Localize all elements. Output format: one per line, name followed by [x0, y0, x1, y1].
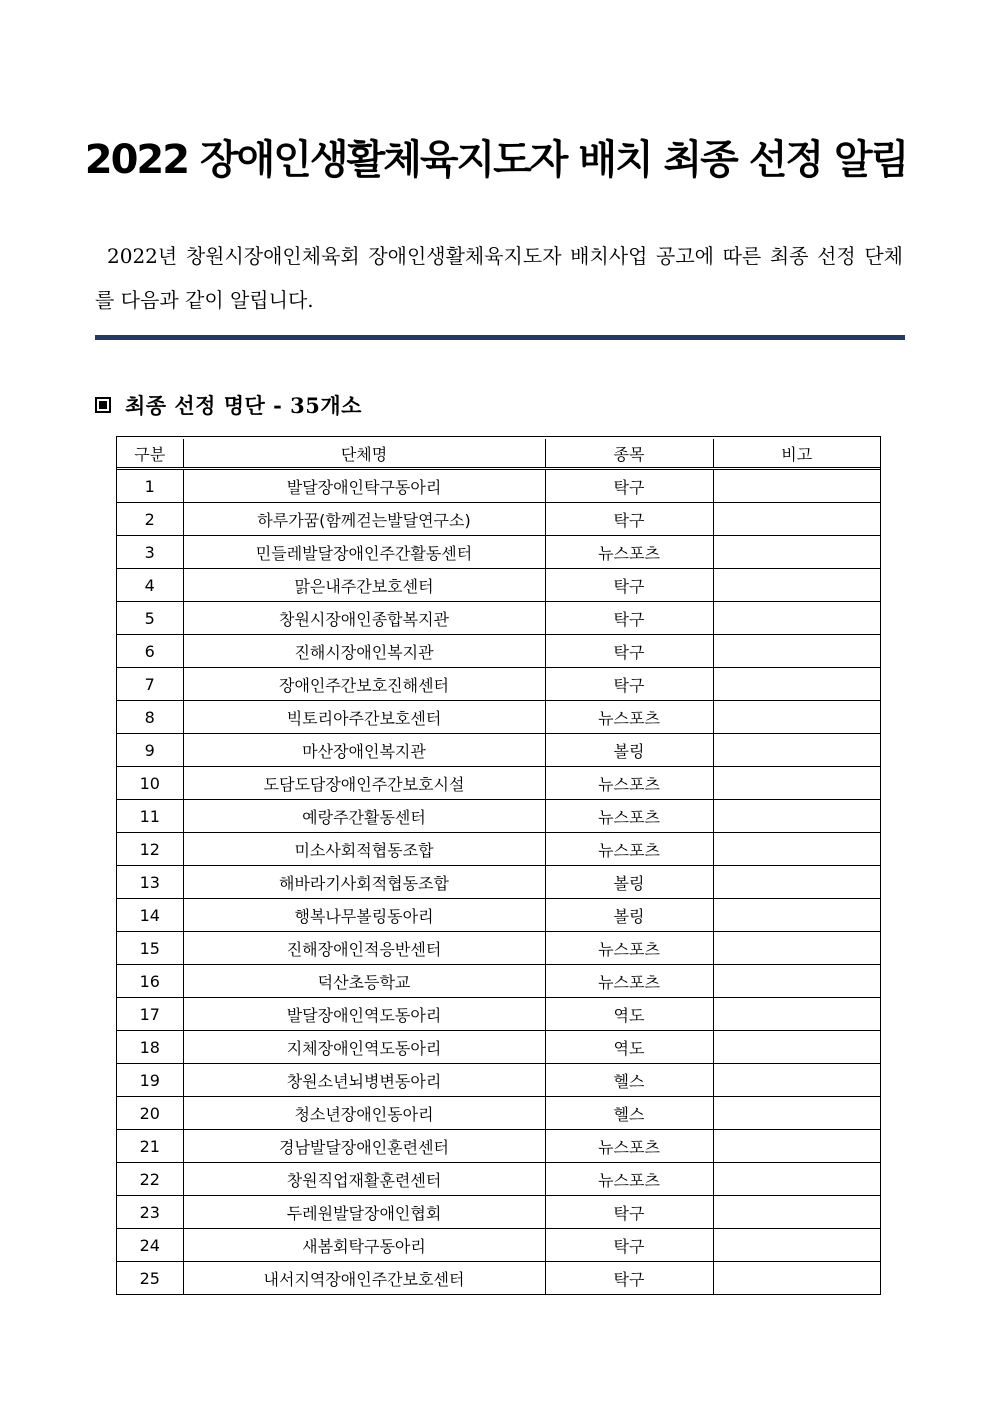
cell-org: 하루가꿈(함께걷는발달연구소) [183, 503, 545, 536]
section-divider [95, 335, 905, 340]
cell-note [713, 635, 880, 668]
cell-org: 진해장애인적응반센터 [183, 932, 545, 965]
table-row [117, 833, 880, 866]
cell-sport: 헬스 [545, 1064, 713, 1097]
cell-note [713, 569, 880, 602]
table-row [117, 1064, 880, 1097]
cell-org: 민들레발달장애인주간활동센터 [183, 536, 545, 569]
cell-num: 19 [117, 1064, 183, 1097]
table-row [117, 899, 880, 932]
table-row [117, 1031, 880, 1064]
cell-num: 11 [117, 800, 183, 833]
table-row [117, 1196, 880, 1229]
cell-note [713, 1130, 880, 1163]
cell-note [713, 503, 880, 536]
cell-org: 청소년장애인동아리 [183, 1097, 545, 1130]
cell-sport: 탁구 [545, 1262, 713, 1295]
cell-num: 7 [117, 668, 183, 701]
page-title: 2022 장애인생활체육지도자 배치 최종 선정 알림 [84, 137, 908, 183]
cell-note [713, 1031, 880, 1064]
cell-org: 발달장애인역도동아리 [183, 998, 545, 1031]
cell-num: 12 [117, 833, 183, 866]
cell-note [713, 800, 880, 833]
cell-org: 도담도담장애인주간보호시설 [183, 767, 545, 800]
section-heading-text: 최종 선정 명단 - 35개소 [125, 393, 362, 418]
cell-org: 맑은내주간보호센터 [183, 569, 545, 602]
cell-note [713, 1196, 880, 1229]
cell-sport: 뉴스포츠 [545, 536, 713, 569]
cell-sport: 뉴스포츠 [545, 1130, 713, 1163]
cell-note [713, 1097, 880, 1130]
cell-num: 8 [117, 701, 183, 734]
cell-org: 두레원발달장애인협회 [183, 1196, 545, 1229]
cell-org: 장애인주간보호진해센터 [183, 668, 545, 701]
cell-note [713, 998, 880, 1031]
cell-num: 24 [117, 1229, 183, 1262]
cell-sport: 탁구 [545, 1196, 713, 1229]
cell-sport: 역도 [545, 1031, 713, 1064]
cell-sport: 뉴스포츠 [545, 1163, 713, 1196]
cell-num: 10 [117, 767, 183, 800]
cell-num: 22 [117, 1163, 183, 1196]
cell-num: 20 [117, 1097, 183, 1130]
header-num: 구분 [117, 439, 183, 469]
cell-org: 마산장애인복지관 [183, 734, 545, 767]
cell-num: 17 [117, 998, 183, 1031]
cell-sport: 뉴스포츠 [545, 800, 713, 833]
cell-num: 5 [117, 602, 183, 635]
cell-note [713, 767, 880, 800]
table-row [117, 767, 880, 800]
cell-num: 18 [117, 1031, 183, 1064]
cell-note [713, 701, 880, 734]
cell-num: 6 [117, 635, 183, 668]
cell-org: 새봄회탁구동아리 [183, 1229, 545, 1262]
cell-org: 지체장애인역도동아리 [183, 1031, 545, 1064]
cell-num: 13 [117, 866, 183, 899]
cell-org: 빅토리아주간보호센터 [183, 701, 545, 734]
cell-sport: 탁구 [545, 503, 713, 536]
cell-sport: 뉴스포츠 [545, 965, 713, 998]
cell-sport: 탁구 [545, 635, 713, 668]
cell-sport: 탁구 [545, 469, 713, 503]
cell-sport: 헬스 [545, 1097, 713, 1130]
table-row [117, 469, 880, 503]
table-row [117, 701, 880, 734]
cell-note [713, 833, 880, 866]
cell-org: 진해시장애인복지관 [183, 635, 545, 668]
cell-sport: 볼링 [545, 899, 713, 932]
cell-note [713, 866, 880, 899]
cell-note [713, 1163, 880, 1196]
cell-num: 1 [117, 469, 183, 503]
cell-num: 3 [117, 536, 183, 569]
roster-table-frame [116, 436, 881, 1295]
table-row [117, 536, 880, 569]
cell-num: 23 [117, 1196, 183, 1229]
cell-note [713, 1229, 880, 1262]
cell-num: 4 [117, 569, 183, 602]
cell-sport: 뉴스포츠 [545, 932, 713, 965]
cell-org: 창원시장애인종합복지관 [183, 602, 545, 635]
cell-sport: 탁구 [545, 668, 713, 701]
intro-paragraph: 2022년 창원시장애인체육회 장애인생활체육지도자 배치사업 공고에 따른 최종 선정 단체를 다음과 같이 알립니다. [95, 244, 903, 312]
table-row [117, 965, 880, 998]
cell-note [713, 1262, 880, 1295]
cell-sport: 볼링 [545, 866, 713, 899]
table-row [117, 1163, 880, 1196]
table-row [117, 1262, 880, 1295]
table-row [117, 503, 880, 536]
cell-org: 예랑주간활동센터 [183, 800, 545, 833]
cell-num: 25 [117, 1262, 183, 1295]
cell-sport: 역도 [545, 998, 713, 1031]
cell-sport: 탁구 [545, 602, 713, 635]
cell-note [713, 734, 880, 767]
cell-sport: 뉴스포츠 [545, 767, 713, 800]
cell-note [713, 536, 880, 569]
cell-num: 14 [117, 899, 183, 932]
cell-sport: 탁구 [545, 569, 713, 602]
table-row [117, 635, 880, 668]
cell-sport: 탁구 [545, 1229, 713, 1262]
table-row [117, 1130, 880, 1163]
cell-sport: 뉴스포츠 [545, 701, 713, 734]
cell-sport: 뉴스포츠 [545, 833, 713, 866]
cell-num: 16 [117, 965, 183, 998]
cell-note [713, 965, 880, 998]
table-row [117, 1097, 880, 1130]
cell-note [713, 469, 880, 503]
cell-note [713, 602, 880, 635]
table-row [117, 569, 880, 602]
section-heading [95, 388, 362, 422]
table-row [117, 998, 880, 1031]
cell-org: 미소사회적협동조합 [183, 833, 545, 866]
cell-num: 15 [117, 932, 183, 965]
table-row [117, 800, 880, 833]
header-org: 단체명 [183, 439, 545, 469]
cell-note [713, 668, 880, 701]
cell-note [713, 932, 880, 965]
table-row [117, 668, 880, 701]
header-sport: 종목 [545, 439, 713, 469]
table-row [117, 866, 880, 899]
cell-org: 해바라기사회적협동조합 [183, 866, 545, 899]
roster-table [117, 439, 880, 1294]
cell-note [713, 1064, 880, 1097]
cell-org: 내서지역장애인주간보호센터 [183, 1262, 545, 1295]
filled-square-icon [95, 397, 111, 413]
cell-org: 창원직업재활훈련센터 [183, 1163, 545, 1196]
cell-note [713, 899, 880, 932]
table-body [117, 469, 880, 1295]
cell-org: 창원소년뇌병변동아리 [183, 1064, 545, 1097]
cell-org: 경남발달장애인훈련센터 [183, 1130, 545, 1163]
table-row [117, 1229, 880, 1262]
cell-num: 9 [117, 734, 183, 767]
cell-org: 발달장애인탁구동아리 [183, 469, 545, 503]
cell-org: 덕산초등학교 [183, 965, 545, 998]
header-note: 비고 [713, 439, 880, 469]
table-row [117, 734, 880, 767]
table-row [117, 602, 880, 635]
table-header-row [117, 439, 880, 469]
cell-org: 행복나무볼링동아리 [183, 899, 545, 932]
cell-sport: 볼링 [545, 734, 713, 767]
table-row [117, 932, 880, 965]
cell-num: 21 [117, 1130, 183, 1163]
cell-num: 2 [117, 503, 183, 536]
